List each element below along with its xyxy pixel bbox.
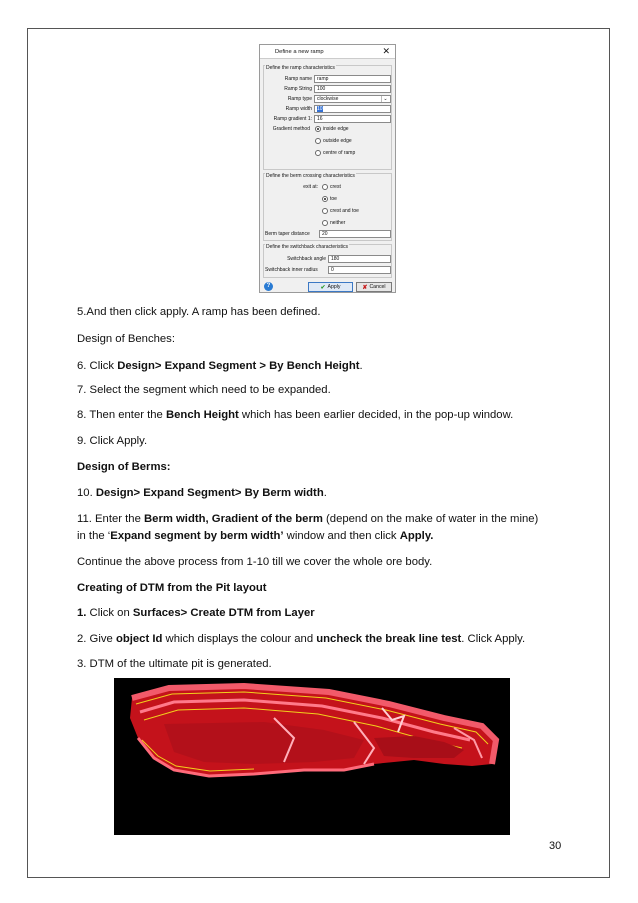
step-6-text — [77, 360, 363, 372]
text-run: Click on — [86, 607, 133, 619]
step-11-text-cont — [77, 530, 433, 542]
ramp-type-label: Ramp type — [287, 96, 312, 102]
page-number: 30 — [549, 840, 562, 852]
switchback-radius-field[interactable]: 0 — [328, 266, 391, 274]
switchback-angle-label: Switchback angle — [287, 256, 326, 262]
radio-label: centre of ramp — [323, 150, 356, 156]
radio-label: crest — [330, 184, 341, 190]
switchback-radius-label: Switchback inner radius — [265, 267, 318, 273]
step-5-text: 5.And then click apply. A ramp has been defined. — [77, 306, 321, 318]
ramp-gradient-label: Ramp gradient 1: — [273, 116, 312, 122]
radio-inside-edge[interactable] — [315, 126, 349, 132]
switchback-group — [263, 244, 392, 278]
cross-icon: ✘ — [362, 284, 368, 291]
ramp-characteristics-group — [263, 65, 392, 170]
menu-path: Design> Expand Segment> By Berm width — [95, 487, 324, 499]
radio-crest-and-toe[interactable] — [322, 208, 359, 214]
radio-crest[interactable] — [322, 184, 341, 190]
step-11-text — [77, 513, 538, 525]
cancel-button[interactable] — [356, 282, 392, 292]
bold-term: uncheck the break line test — [316, 633, 462, 645]
text-run: . — [359, 360, 363, 372]
radio-centre-of-ramp[interactable] — [315, 150, 355, 156]
benches-heading: Design of Benches: — [77, 333, 175, 345]
step-9-text: 9. Click Apply. — [77, 435, 148, 447]
radio-outside-edge[interactable] — [315, 138, 352, 144]
radio-neither[interactable] — [322, 220, 345, 226]
text-run: . — [323, 487, 327, 499]
radio-label: toe — [330, 196, 337, 202]
dtm-step-1 — [77, 607, 315, 619]
apply-button[interactable] — [308, 282, 353, 292]
define-ramp-dialog — [259, 44, 396, 293]
berm-taper-label: Berm taper distance — [265, 231, 310, 237]
radio-toe[interactable] — [322, 196, 337, 202]
chevron-down-icon[interactable]: ⌄ — [381, 96, 389, 102]
dtm-heading: Creating of DTM from the Pit layout — [77, 582, 267, 594]
ramp-width-value: 10 — [317, 106, 323, 112]
menu-path: Surfaces> Create DTM from Layer — [132, 607, 315, 619]
text-run: window and then click — [283, 530, 400, 542]
text-run: (depend on the make of water in the mine) — [322, 513, 539, 525]
dialog-title: Define a new ramp — [275, 49, 324, 55]
ramp-gradient-field[interactable]: 16 — [314, 115, 391, 123]
bold-term: Apply. — [399, 530, 434, 542]
help-icon[interactable]: ? — [264, 282, 273, 291]
ramp-name-label: Ramp name — [284, 76, 312, 82]
group-title: Define the berm crossing characteristics — [266, 173, 355, 179]
radio-label: outside edge — [323, 138, 352, 144]
radio-button[interactable] — [322, 196, 328, 202]
radio-button[interactable] — [315, 126, 321, 132]
berm-crossing-group — [263, 173, 392, 241]
bold-term: Berm width, Gradient of the berm — [144, 513, 323, 525]
continue-text: Continue the above process from 1-10 till we cover the whole ore body. — [77, 556, 433, 568]
berm-taper-field[interactable]: 20 — [319, 230, 391, 238]
radio-label: inside edge — [323, 126, 349, 132]
cancel-label: Cancel — [369, 284, 386, 290]
group-title: Define the ramp characteristics — [266, 65, 335, 71]
radio-label: neither — [330, 220, 346, 226]
ramp-type-value: clockwise — [317, 96, 339, 102]
text-run: 8. Then enter the — [77, 409, 166, 421]
berms-heading: Design of Berms: — [77, 461, 171, 473]
text-run: 2. Give — [77, 633, 116, 645]
ramp-string-field[interactable]: 100 — [314, 85, 391, 93]
check-icon: ✔ — [320, 284, 326, 291]
switchback-angle-field[interactable]: 180 — [328, 255, 391, 263]
text-run: . Click Apply. — [461, 633, 526, 645]
radio-label: crest and toe — [330, 208, 359, 214]
bold-term: 1. — [77, 607, 87, 619]
ramp-string-label: Ramp String — [284, 86, 312, 92]
dialog-titlebar — [260, 45, 395, 59]
close-icon[interactable]: ✕ — [382, 46, 390, 56]
dtm-step-3: 3. DTM of the ultimate pit is generated. — [77, 658, 272, 670]
ramp-type-select[interactable] — [314, 95, 391, 103]
radio-button[interactable] — [322, 208, 328, 214]
text-run: which displays the colour and — [162, 633, 317, 645]
radio-button[interactable] — [322, 184, 328, 190]
radio-button[interactable] — [322, 220, 328, 226]
step-8-text — [77, 409, 513, 421]
text-run: 10. — [77, 487, 96, 499]
text-run: which has been earlier decided, in the pop-up window. — [238, 409, 514, 421]
menu-path: Design> Expand Segment > By Bench Height — [117, 360, 360, 372]
ramp-width-field[interactable] — [314, 105, 391, 113]
text-run: in the ‘ — [77, 530, 111, 542]
pit-dtm-render — [114, 678, 510, 835]
apply-label: Apply — [327, 284, 341, 290]
radio-button[interactable] — [315, 138, 321, 144]
step-10-text — [77, 487, 327, 499]
pit-dtm-image — [114, 678, 510, 835]
step-7-text: 7. Select the segment which need to be expanded. — [77, 384, 331, 396]
text-run: 6. Click — [77, 360, 118, 372]
bold-term: Bench Height — [165, 409, 239, 421]
bold-term: Expand segment by berm width’ — [110, 530, 284, 542]
ramp-width-label: Ramp width — [285, 106, 312, 112]
group-title: Define the switchback characteristics — [266, 244, 348, 250]
gradient-method-label: Gradient method — [272, 126, 310, 132]
bold-term: object Id — [115, 633, 163, 645]
radio-button[interactable] — [315, 150, 321, 156]
ramp-name-field[interactable]: ramp — [314, 75, 391, 83]
text-run: 11. Enter the — [77, 513, 144, 525]
dtm-step-2 — [77, 633, 525, 645]
exit-at-label: exit at: — [303, 184, 318, 190]
